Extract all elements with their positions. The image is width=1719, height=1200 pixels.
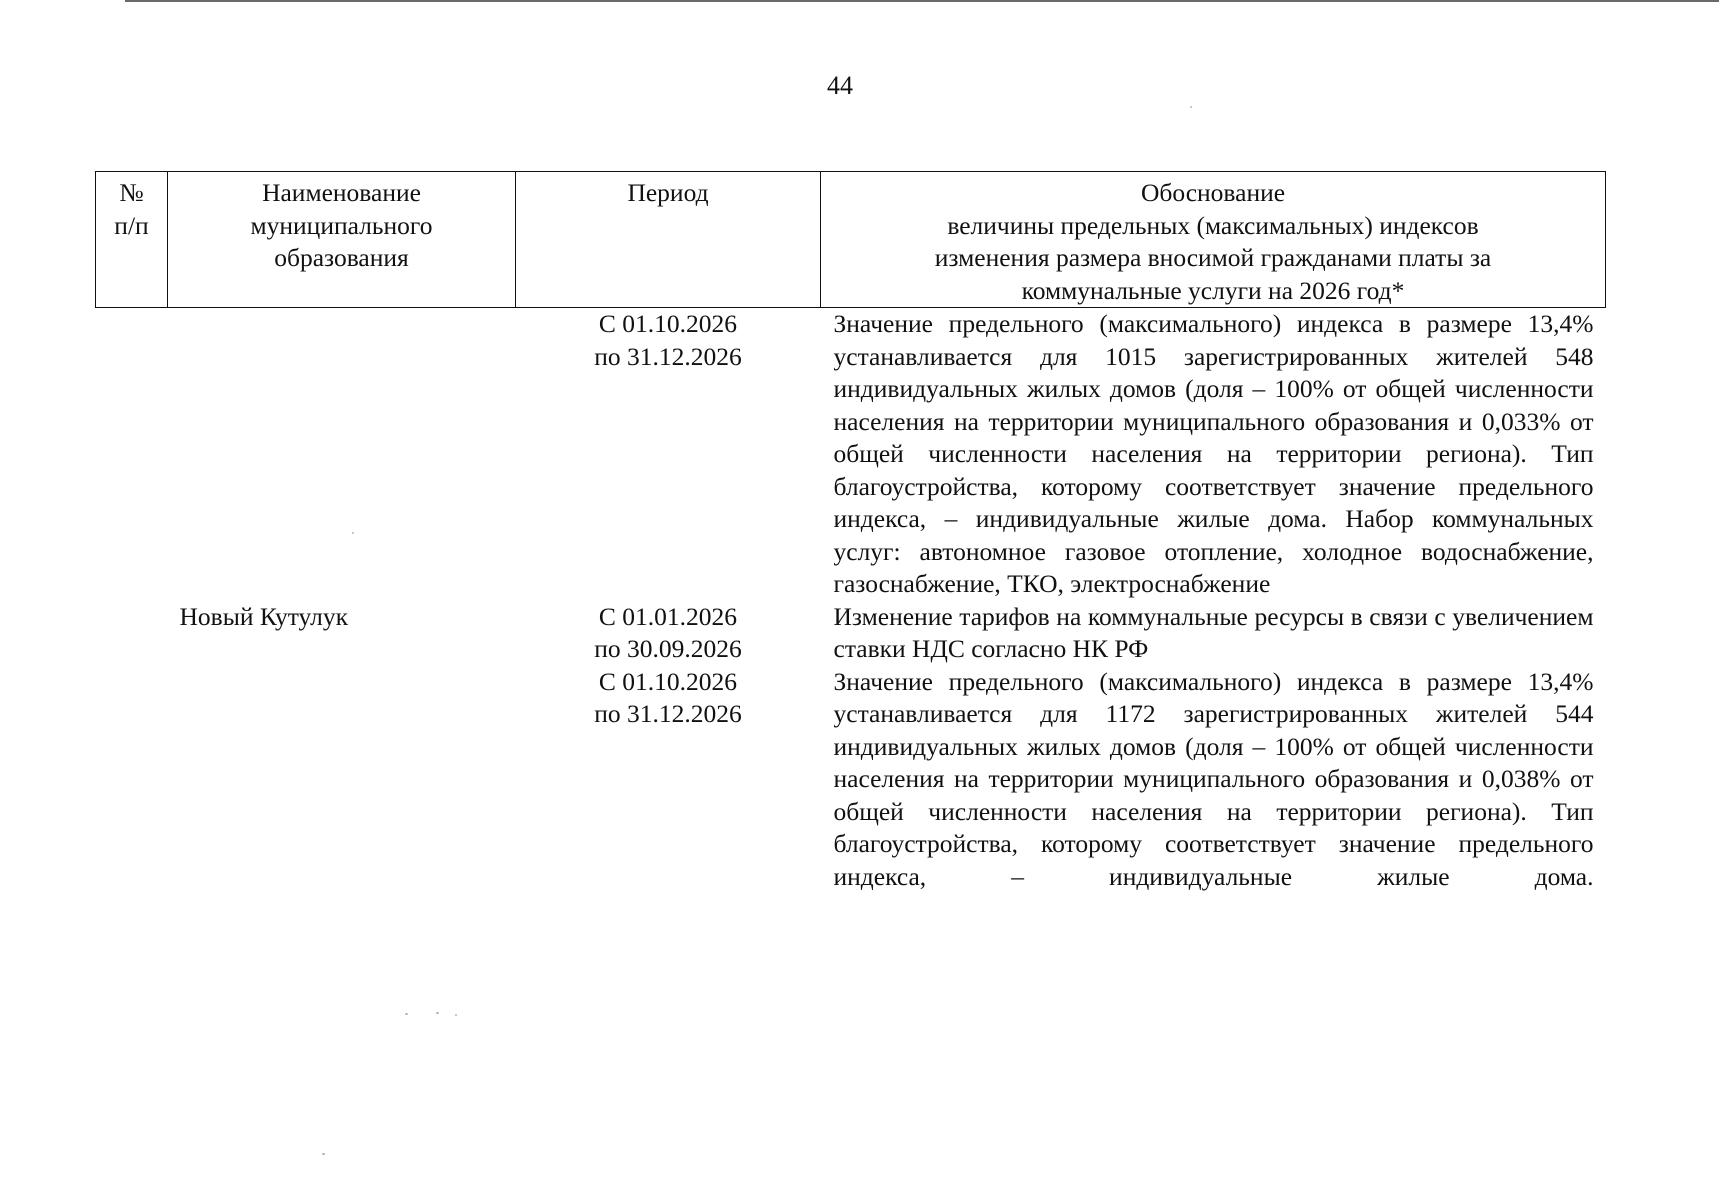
period-cell	[516, 601, 821, 894]
scan-speck	[405, 1013, 408, 1015]
table-row	[96, 308, 1606, 601]
scan-speck	[455, 1014, 457, 1016]
justification-cell	[821, 601, 1606, 894]
justification-paragraph: Значение предельного (максимального) индекса в размере 13,4% устанавливается для 1172 зарегистрированных жителей 544 индивидуальных жилых домов (доля – 100% от общей численности населения на территории муниципального образования и 0,038% от общей численности населения на территории региона). Тип благоустройства, которому соответствует значение предельного индекса, – индивидуальные жилые дома.	[833, 666, 1594, 891]
scan-speck	[436, 1012, 439, 1014]
justification-paragraph: Изменение тарифов на коммунальные ресурсы в связи с увеличением ставки НДС согласно НК РФ	[833, 601, 1594, 663]
period-line: С 01.10.2026	[598, 309, 738, 338]
page-number: 44	[827, 71, 853, 100]
row-number	[96, 308, 168, 601]
period-cell	[516, 308, 821, 601]
top-border-line	[125, 0, 1719, 2]
period-line: С 01.01.2026	[598, 601, 738, 631]
header-justification	[821, 172, 1606, 308]
period-line: С 01.10.2026	[598, 666, 738, 696]
header-municipality: Наименование муниципального образования	[168, 172, 516, 308]
header-number: № п/п	[96, 172, 168, 308]
table-row	[96, 601, 1606, 894]
period-line: по 31.12.2026	[594, 699, 742, 728]
scan-speck	[352, 532, 354, 534]
municipality-name: Новый Кутулук	[179, 601, 349, 631]
period-line: по 30.09.2026	[594, 634, 742, 663]
justification-table	[95, 171, 1606, 893]
header-justification-title: Обоснование	[1140, 178, 1286, 207]
scan-speck	[322, 1153, 325, 1155]
justification-cell	[821, 308, 1606, 601]
table-header-row	[96, 172, 1606, 308]
period-line: по 31.12.2026	[594, 341, 742, 371]
justification-paragraph: Значение предельного (максимального) индекса в размере 13,4% устанавливается для 1015 зарегистрированных жителей 548 индивидуальных жилых домов (доля – 100% от общей численности населения на территории муниципального образования и 0,033% от общей численности населения на территории региона). Тип благоустройства, которому соответствует значение предельного индекса, – индивидуальные жилые дома. Набор коммунальных услуг: автономное газовое отопление, холодное водоснабжение, газоснабжение, ТКО, электроснабжение	[833, 309, 1594, 598]
header-period: Период	[516, 172, 821, 308]
scan-speck	[1190, 106, 1192, 108]
row-number	[96, 601, 168, 894]
municipality-name	[168, 308, 516, 601]
header-justification-subtitle: величины предельных (максимальных) индексов изменения размера вносимой гражданами платы за коммунальные услуги на 2026 год*	[934, 210, 1492, 305]
